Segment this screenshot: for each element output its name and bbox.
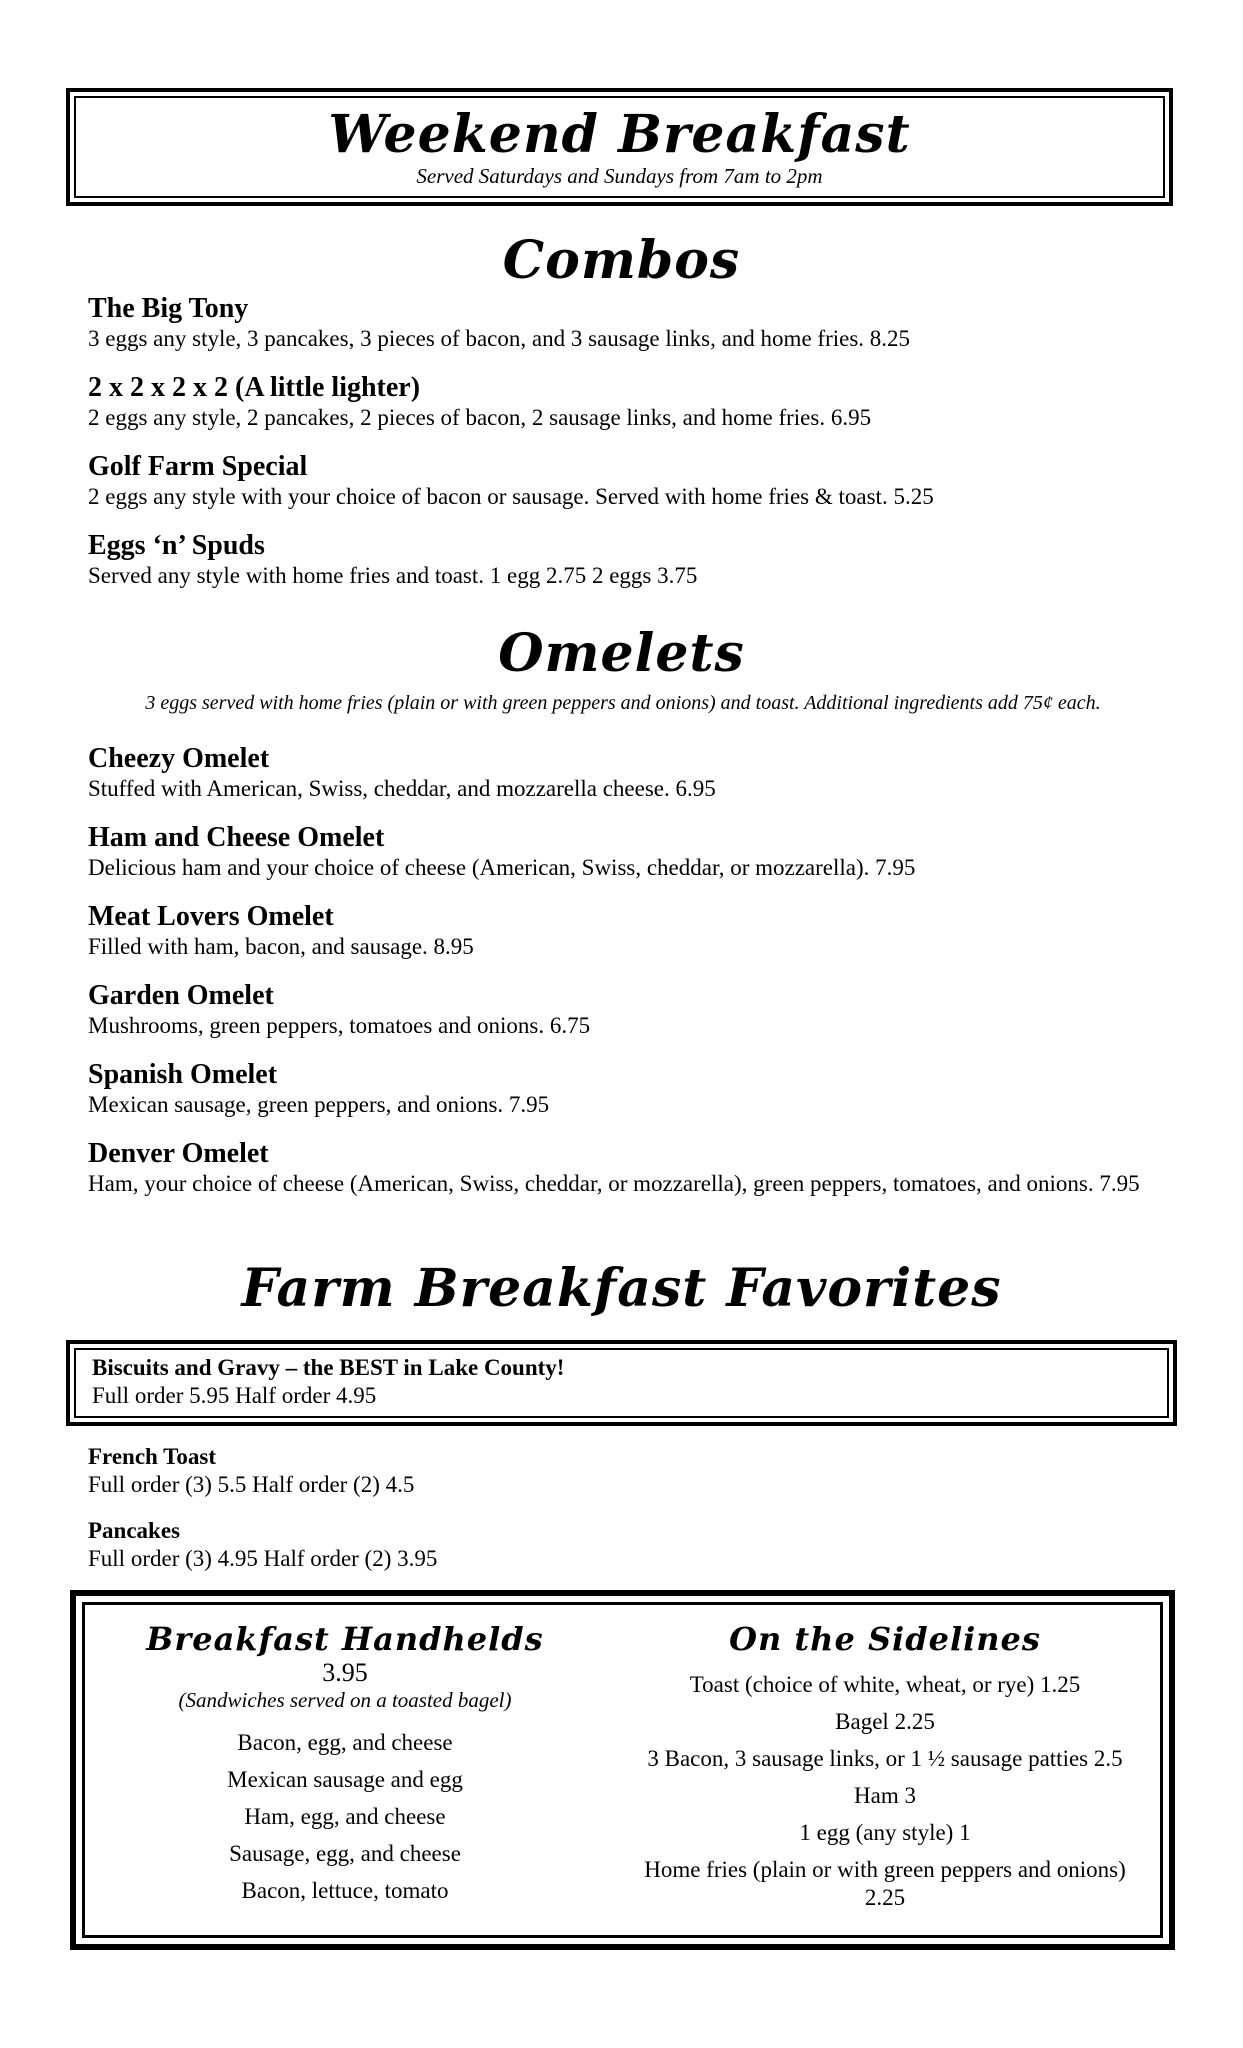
handhelds-note: (Sandwiches served on a toasted bagel) [178,1688,512,1712]
handhelds-column [115,1605,575,1905]
omelet-item [88,1138,1148,1198]
handheld-item: Bacon, egg, and cheese [237,1730,453,1755]
omelet-name: Cheezy Omelet [88,743,270,774]
omelet-item [88,901,1148,961]
biscuits-inner-border [74,1348,1169,1418]
combo-item [88,372,1148,432]
omelet-name: Ham and Cheese Omelet [88,822,385,853]
handheld-item: Ham, egg, and cheese [244,1804,446,1829]
sideline-item: Toast (choice of white, wheat, or rye) 1.25 [689,1672,1081,1697]
sideline-item: 3 Bacon, 3 sausage links, or 1 ½ sausage patties 2.5 [647,1746,1123,1771]
pancakes-item [88,1517,688,1573]
pancakes-desc: Full order (3) 4.95 Half order (2) 3.95 [88,1546,438,1571]
handhelds-price: 3.95 [322,1658,368,1687]
omelet-item [88,743,1148,803]
omelet-name: Spanish Omelet [88,1059,278,1090]
combo-name: Golf Farm Special [88,451,308,482]
omelets-note: 3 eggs served with home fries (plain or with green peppers and onions) and toast. Additional ingredients add 75¢ each. [145,692,1101,714]
omelet-item [88,822,1148,882]
combo-desc: 2 eggs any style with your choice of bacon or sausage. Served with home fries & toast. 5.25 [88,484,934,509]
favorites-heading: Farm Breakfast Favorites [241,1258,1002,1319]
omelets-heading: Omelets [498,623,745,684]
omelet-desc: Filled with ham, bacon, and sausage. 8.95 [88,934,474,959]
combo-name: Eggs ‘n’ Spuds [88,530,265,561]
combo-desc: Served any style with home fries and toast. 1 egg 2.75 2 eggs 3.75 [88,563,698,588]
omelet-item [88,980,1148,1040]
combo-item [88,530,1148,590]
combo-item [88,451,1148,511]
omelet-desc: Mexican sausage, green peppers, and onions. 7.95 [88,1092,550,1117]
french-toast-item [88,1443,688,1499]
biscuits-desc: Full order 5.95 Half order 4.95 [92,1383,377,1408]
header-inner-border [74,96,1165,198]
handheld-item: Bacon, lettuce, tomato [241,1878,449,1903]
bottom-box [70,1590,1175,1950]
bottom-inner-border [82,1602,1163,1938]
combo-name: 2 x 2 x 2 x 2 (A little lighter) [88,372,421,403]
sideline-item: Ham 3 [854,1783,916,1808]
french-toast-name: French Toast [88,1444,217,1469]
combo-item [88,293,1148,353]
combos-heading: Combos [502,230,741,291]
omelet-desc: Delicious ham and your choice of cheese (American, Swiss, cheddar, or mozzarella). 7.95 [88,855,916,880]
omelet-name: Meat Lovers Omelet [88,901,334,932]
handhelds-title: Breakfast Handhelds [146,1620,544,1658]
menu-title: Weekend Breakfast [328,104,911,165]
french-toast-desc: Full order (3) 5.5 Half order (2) 4.5 [88,1472,415,1497]
sideline-item: Bagel 2.25 [835,1709,935,1734]
handheld-item: Sausage, egg, and cheese [229,1841,461,1866]
pancakes-name: Pancakes [88,1518,180,1543]
omelet-name: Denver Omelet [88,1138,269,1169]
combo-desc: 2 eggs any style, 2 pancakes, 2 pieces of bacon, 2 sausage links, and home fries. 6.95 [88,405,872,430]
header-box [66,88,1173,206]
combo-desc: 3 eggs any style, 3 pancakes, 3 pieces of bacon, and 3 sausage links, and home fries. 8.25 [88,326,911,351]
sideline-item: 1 egg (any style) 1 [799,1820,971,1845]
handheld-item: Mexican sausage and egg [227,1767,463,1792]
omelet-desc: Mushrooms, green peppers, tomatoes and onions. 6.75 [88,1013,591,1038]
omelet-desc: Ham, your choice of cheese (American, Swiss, cheddar, or mozzarella), green peppers, tomatoes, and onions. 7.95 [88,1171,1140,1196]
sideline-item: Home fries (plain or with green peppers and onions) 2.25 [644,1857,1126,1910]
omelet-item [88,1059,1148,1119]
omelet-name: Garden Omelet [88,980,274,1011]
omelet-desc: Stuffed with American, Swiss, cheddar, and mozzarella cheese. 6.95 [88,776,716,801]
biscuits-name: Biscuits and Gravy – the BEST in Lake County! [92,1355,565,1380]
sidelines-title: On the Sidelines [729,1620,1041,1658]
sidelines-column [625,1605,1145,1912]
biscuits-box [66,1340,1177,1426]
menu-subtitle: Served Saturdays and Sundays from 7am to 2pm [416,164,823,188]
combo-name: The Big Tony [88,293,249,324]
